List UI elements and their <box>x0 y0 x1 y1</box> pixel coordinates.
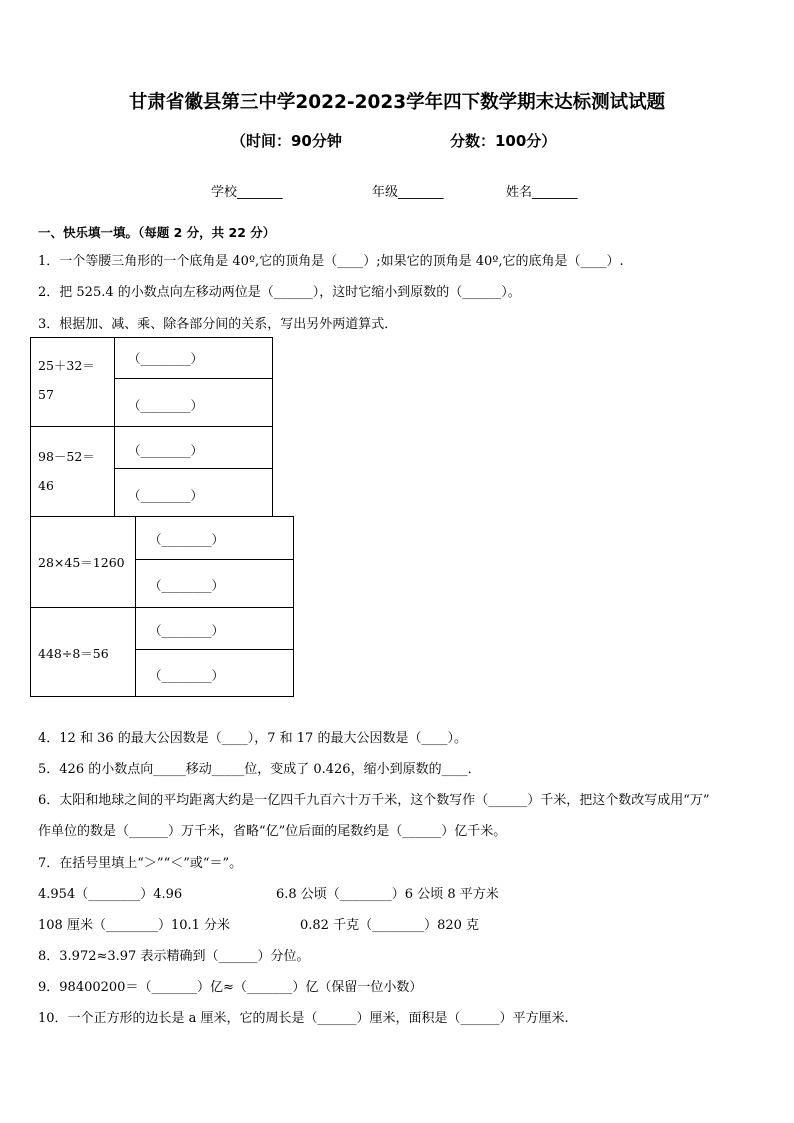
equation-1-line1: 25＋32＝ <box>38 358 95 373</box>
question-7a: 4.954（________）4.96 <box>38 887 183 902</box>
answer-blank[interactable]: （________） <box>128 351 204 366</box>
section-heading: 一、快乐填一填。（每题 2 分，共 22 分） <box>38 225 276 240</box>
equation-4: 448÷8＝56 <box>38 646 109 661</box>
question-3: 3．根据加、减、乘、除各部分间的关系，写出另外两道算式． <box>38 317 398 332</box>
school-field: 学校_______ <box>211 185 283 200</box>
name-field: 姓名_______ <box>506 185 578 200</box>
question-2: 2．把 525.4 的小数点向左移动两位是（______），这时它缩小到原数的（______）。 <box>38 285 521 300</box>
question-9: 9．98400200＝（_______）亿≈（_______）亿（保留一位小数） <box>38 980 423 995</box>
question-7d: 0.82 千克（________）820 克 <box>300 918 480 933</box>
equation-2-line1: 98－52＝ <box>38 449 95 464</box>
equation-2-line2: 46 <box>38 478 54 493</box>
grade-field: 年级_______ <box>372 185 444 200</box>
equation-3: 28×45＝1260 <box>38 555 125 570</box>
question-7b: 6.8 公顷（________）6 公顷 8 平方米 <box>276 887 499 902</box>
equation-1-line2: 57 <box>38 387 54 402</box>
question-6-cont: 作单位的数是（______）万千米，省略“亿”位后面的尾数约是（______）亿千米。 <box>38 824 507 839</box>
question-10: 10．一个正方形的边长是 a 厘米，它的周长是（______）厘米，面积是（______）平方厘米. <box>38 1011 569 1026</box>
question-7c: 108 厘米（________）10.1 分米 <box>38 918 231 933</box>
answer-blank[interactable]: （________） <box>149 578 225 593</box>
answer-blank[interactable]: （________） <box>128 398 204 413</box>
exam-score: 分数：100分） <box>450 132 557 150</box>
question-7: 7．在括号里填上“＞”“＜”或“＝”。 <box>38 856 243 871</box>
question-4: 4．12 和 36 的最大公因数是（____），7 和 17 的最大公因数是（____）。 <box>38 731 467 746</box>
question-5: 5．426 的小数点向_____移动_____位，变成了 0.426，缩小到原数的____． <box>38 762 481 777</box>
exam-time: （时间：90分钟 <box>231 132 342 150</box>
page-title: 甘肃省徽县第三中学2022-2023学年四下数学期末达标测试试题 <box>128 92 666 113</box>
answer-blank[interactable]: （________） <box>128 443 204 458</box>
question-1: 1．一个等腰三角形的一个底角是 40º,它的顶角是（____）;如果它的顶角是 40º,它的底角是（____）. <box>38 254 624 269</box>
question-8: 8．3.972≈3.97 表示精确到（______）分位。 <box>38 949 310 964</box>
answer-blank[interactable]: （________） <box>149 668 225 683</box>
question-6: 6．太阳和地球之间的平均距离大约是一亿四千九百六十万千米，这个数写作（______）千米，把这个数改写成用“万” <box>38 793 710 808</box>
answer-blank[interactable]: （________） <box>128 488 204 503</box>
answer-blank[interactable]: （________） <box>149 623 225 638</box>
answer-blank[interactable]: （________） <box>149 532 225 547</box>
